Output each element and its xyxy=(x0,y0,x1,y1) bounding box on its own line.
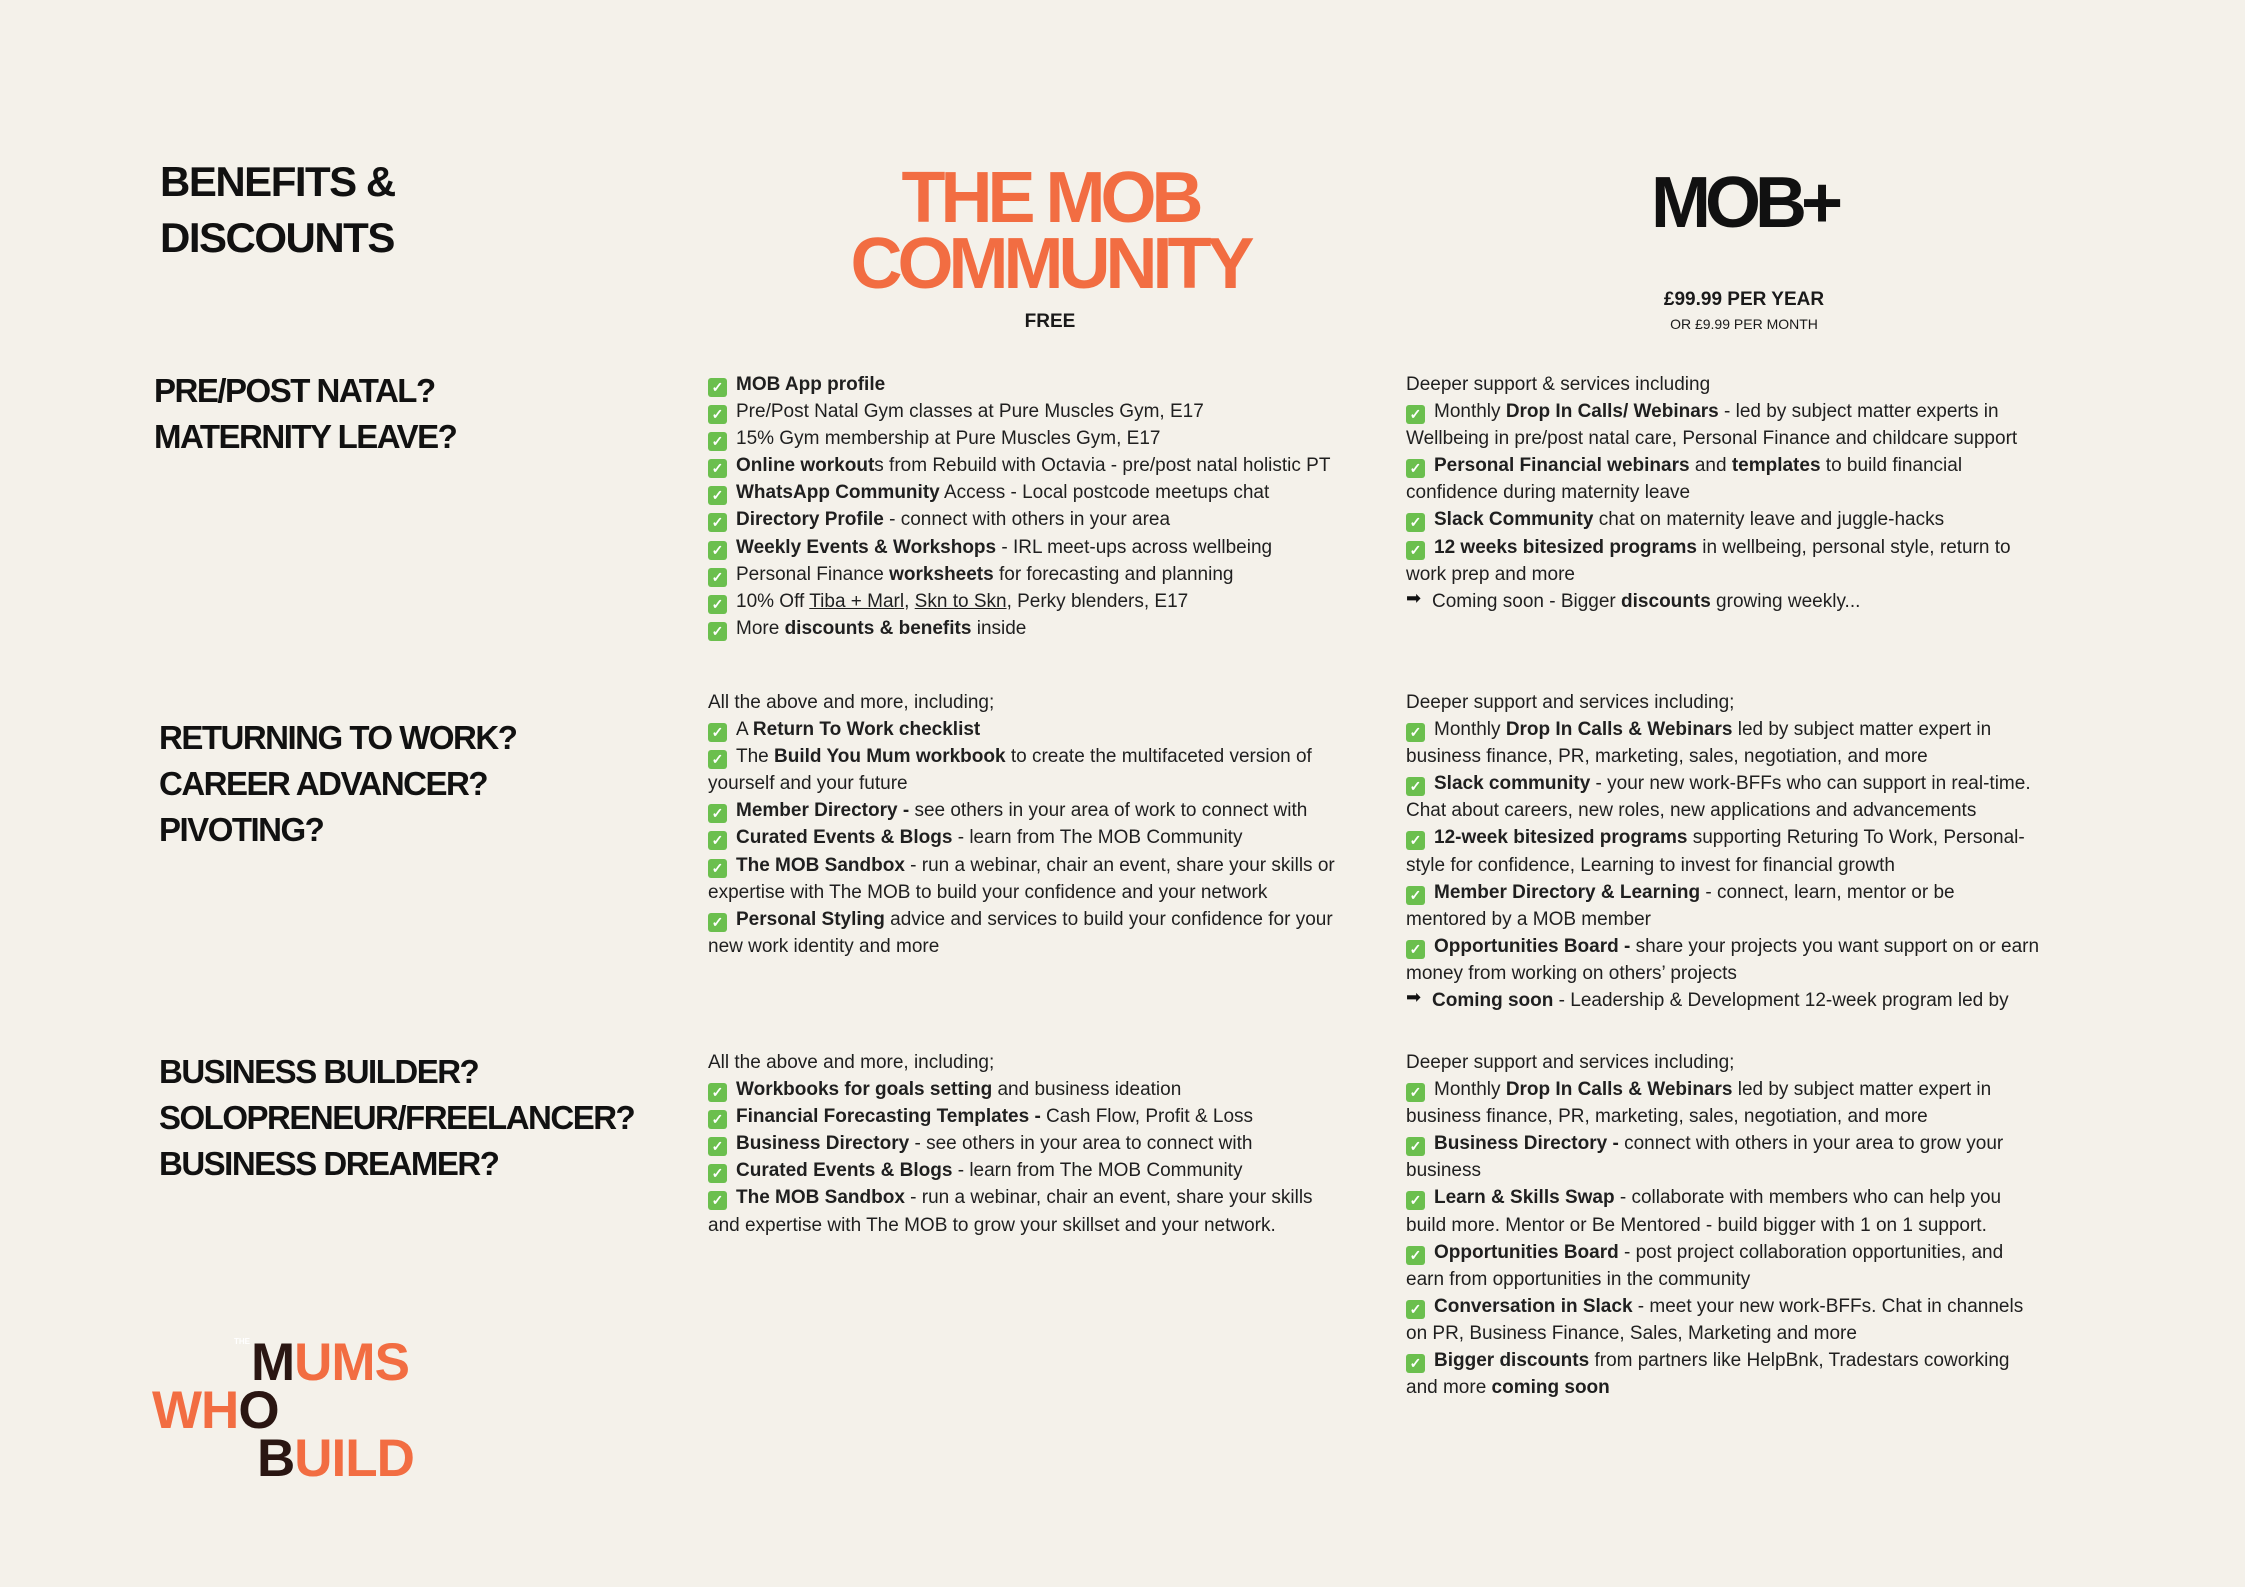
check-icon: ✓ xyxy=(708,804,727,823)
list-item-text: Cash Flow, Profit & Loss xyxy=(1040,1106,1254,1128)
list-item xyxy=(1406,1239,2096,1266)
list-item xyxy=(1406,1049,2096,1076)
partner-link[interactable]: Skn to Skn xyxy=(914,590,1007,612)
list-item-text: Directory Profile xyxy=(736,509,884,531)
check-icon: ✓ xyxy=(708,432,727,451)
list-item xyxy=(708,398,1388,425)
list-item xyxy=(708,824,1388,851)
list-item-text: build more. Mentor or Be Mentored - build bigger with 1 on 1 support. xyxy=(1406,1214,1987,1236)
check-icon: ✓ xyxy=(708,378,727,397)
page-title xyxy=(160,154,395,266)
list-item xyxy=(708,615,1388,642)
check-icon: ✓ xyxy=(708,859,727,878)
check-icon: ✓ xyxy=(1406,886,1425,905)
list-item xyxy=(1406,743,2096,770)
list-item-text: Bigger discounts xyxy=(1434,1350,1590,1372)
list-item xyxy=(708,371,1388,398)
list-item-text: growing weekly... xyxy=(1710,590,1861,612)
list-item xyxy=(1406,1076,2096,1103)
list-item xyxy=(708,1184,1388,1211)
page-title-line: DISCOUNTS xyxy=(160,214,394,261)
check-icon: ✓ xyxy=(708,486,727,505)
list-item-text: worksheets xyxy=(889,563,994,585)
logo-rest: UMS xyxy=(294,1333,409,1392)
list-item-text: supporting Returing To Work, Personal- xyxy=(1687,827,2025,849)
list-item xyxy=(708,879,1388,906)
list-item xyxy=(1406,1266,2096,1293)
section-title-line: SOLOPRENEUR/FREELANCER? xyxy=(159,1099,635,1136)
soon-arrow-icon: ➡ xyxy=(1406,987,1422,1008)
list-item-text: to create the multifaceted version of xyxy=(1005,746,1312,768)
list-item xyxy=(1406,716,2096,743)
list-item-text: - post project collaboration opportunities, and xyxy=(1618,1241,2004,1263)
list-item-text: - connect, learn, mentor or be xyxy=(1700,881,1955,903)
list-item-text: - your new work-BFFs who can support in real-time. xyxy=(1590,773,2031,795)
list-item xyxy=(708,1103,1388,1130)
list-item xyxy=(708,852,1388,879)
list-item-text: - led by subject matter experts in xyxy=(1718,401,1999,423)
list-item-text: The xyxy=(736,746,775,768)
check-icon: ✓ xyxy=(1406,940,1425,959)
list-item xyxy=(1406,452,2086,479)
list-item-text: Opportunities Board xyxy=(1434,1241,1619,1263)
logo-initial: B xyxy=(257,1429,295,1488)
list-item xyxy=(708,1049,1388,1076)
list-item-text: - collaborate with members who can help you xyxy=(1614,1187,2002,1209)
list-item-text: led by subject matter expert in xyxy=(1732,719,1992,741)
list-item-text: and business ideation xyxy=(992,1079,1182,1101)
list-item-text: Conversation in Slack xyxy=(1434,1295,1633,1317)
list-item xyxy=(1406,824,2096,851)
list-item-text: led by subject matter expert in xyxy=(1732,1079,1992,1101)
list-item-text: and expertise with The MOB to grow your skillset and your network. xyxy=(708,1214,1276,1236)
list-item xyxy=(708,1130,1388,1157)
list-item-text: s from Rebuild with Octavia - pre/post natal holistic PT xyxy=(874,455,1331,477)
list-item-text: The MOB Sandbox xyxy=(736,1187,905,1209)
list-item-text: - Leadership & Development 12-week program led by xyxy=(1553,990,2009,1012)
list-item xyxy=(1406,1184,2096,1211)
list-item xyxy=(1406,879,2096,906)
list-item-text: templates xyxy=(1731,455,1821,477)
plus-benefits-list xyxy=(1406,371,2086,615)
section-title-pre-post-natal xyxy=(154,368,456,460)
list-item-text: Personal Styling xyxy=(736,908,885,930)
list-item xyxy=(708,689,1388,716)
list-item-text: Drop In Calls & Webinars xyxy=(1505,719,1733,741)
list-item-text: MOB App profile xyxy=(736,374,886,395)
list-item-text: - learn from The MOB Community xyxy=(952,827,1243,849)
list-item xyxy=(708,425,1388,452)
list-item-text: Curated Events & Blogs xyxy=(736,827,953,849)
list-item-text: - see others in your area to connect with xyxy=(909,1133,1253,1155)
list-item-text: Coming soon xyxy=(1432,990,1554,1012)
list-item-text: connect with others in your area to grow your xyxy=(1618,1133,2004,1155)
list-item-text: money from working on others’ projects xyxy=(1406,962,1737,984)
list-item-text: 12-week bitesized programs xyxy=(1434,827,1688,849)
free-benefits-list xyxy=(708,371,1388,642)
list-item-text: , xyxy=(904,590,915,612)
check-icon: ✓ xyxy=(1406,1300,1425,1319)
list-item-text: earn from opportunities in the community xyxy=(1406,1268,1751,1290)
list-item-text: Weekly Events & Workshops xyxy=(736,536,997,558)
list-item-text: on PR, Business Finance, Sales, Marketing and more xyxy=(1406,1322,1857,1344)
mob-community-title xyxy=(810,158,1290,304)
check-icon: ✓ xyxy=(1406,831,1425,850)
list-item xyxy=(1406,960,2096,987)
soon-arrow-icon: ➡ xyxy=(1406,587,1422,608)
list-item xyxy=(708,534,1388,561)
check-icon: ✓ xyxy=(1406,1354,1425,1373)
list-item-text: Deeper support and services including; xyxy=(1406,1052,1735,1073)
list-item-text: Personal Finance xyxy=(736,563,890,585)
list-item xyxy=(1406,906,2096,933)
logo-lead: WH xyxy=(152,1381,239,1440)
list-item xyxy=(1406,1347,2096,1374)
list-item xyxy=(1406,1103,2096,1130)
mob-plus-price: £99.99 PER YEAR xyxy=(1663,289,1825,310)
check-icon: ✓ xyxy=(708,1191,727,1210)
list-item-text: The MOB Sandbox xyxy=(736,854,905,876)
list-item-text: share your projects you want support on or earn xyxy=(1630,935,2040,957)
list-item xyxy=(708,716,1388,743)
list-item xyxy=(708,479,1388,506)
list-item xyxy=(708,1076,1388,1103)
check-icon: ✓ xyxy=(1406,1246,1425,1265)
check-icon: ✓ xyxy=(708,831,727,850)
list-item-text: Pre/Post Natal Gym classes at Pure Muscles Gym, E17 xyxy=(736,401,1204,423)
logo-initial: M xyxy=(251,1333,295,1392)
list-item-text: - connect with others in your area xyxy=(883,509,1171,531)
list-item-text: More xyxy=(736,617,785,639)
list-item-text: yourself and your future xyxy=(708,773,908,795)
mob-plus-monthly-price: OR £9.99 PER MONTH xyxy=(1670,316,1818,332)
list-item-text: Drop In Calls/ Webinars xyxy=(1505,401,1719,423)
list-item xyxy=(708,452,1388,479)
list-item xyxy=(1406,933,2096,960)
list-item xyxy=(1406,1293,2096,1320)
list-item-text: in wellbeing, personal style, return to xyxy=(1696,536,2011,558)
logo-line-build xyxy=(257,1429,414,1488)
check-icon: ✓ xyxy=(1406,777,1425,796)
check-icon: ✓ xyxy=(708,622,727,641)
list-item xyxy=(1406,1130,2096,1157)
list-item-text: and xyxy=(1689,455,1732,477)
list-item-text: Online workout xyxy=(736,455,875,477)
check-icon: ✓ xyxy=(708,723,727,742)
section-title-line: PRE/POST NATAL? xyxy=(154,372,435,409)
logo-the: THE xyxy=(234,1337,250,1346)
check-icon: ✓ xyxy=(1406,513,1425,532)
list-item xyxy=(1406,797,2096,824)
mums-who-build-logo xyxy=(150,1333,450,1488)
check-icon: ✓ xyxy=(708,541,727,560)
logo-initial: O xyxy=(238,1381,279,1440)
list-item-text: Deeper support & services including xyxy=(1406,374,1711,395)
list-item-text: inside xyxy=(971,617,1027,639)
list-item-text: new work identity and more xyxy=(708,935,940,957)
list-item xyxy=(708,743,1388,770)
mob-community-title-line: COMMUNITY xyxy=(850,224,1250,304)
partner-link[interactable]: Tiba + Marl xyxy=(809,590,905,612)
check-icon: ✓ xyxy=(708,1164,727,1183)
list-item-text: Learn & Skills Swap xyxy=(1434,1187,1615,1209)
list-item-text: mentored by a MOB member xyxy=(1406,908,1651,930)
list-item xyxy=(1406,425,2086,452)
list-item-text: see others in your area of work to connect with xyxy=(909,800,1308,822)
list-item-text: - run a webinar, chair an event, share your skills or xyxy=(904,854,1335,876)
list-item-text: Monthly xyxy=(1434,1079,1506,1101)
list-item-text: business finance, PR, marketing, sales, negotiation, and more xyxy=(1406,746,1928,768)
list-item-text: , Perky blenders, E17 xyxy=(1006,590,1189,612)
list-item xyxy=(708,797,1388,824)
list-item-text: - run a webinar, chair an event, share your skills xyxy=(904,1187,1313,1209)
list-item xyxy=(708,1212,1388,1239)
list-item xyxy=(708,906,1388,933)
list-item-text: Build You Mum workbook xyxy=(774,746,1006,768)
section-title-line: BUSINESS BUILDER? xyxy=(159,1053,479,1090)
list-item-text: style for confidence, Learning to invest for financial growth xyxy=(1406,854,1895,876)
check-icon: ✓ xyxy=(1406,1083,1425,1102)
check-icon: ✓ xyxy=(708,750,727,769)
list-item xyxy=(1406,1212,2096,1239)
list-item xyxy=(1406,506,2086,533)
list-item-text: 12 weeks bitesized programs xyxy=(1434,536,1697,558)
list-item-text: 10% Off xyxy=(736,590,810,612)
list-item xyxy=(1406,770,2096,797)
list-item-text: Access - Local postcode meetups chat xyxy=(939,482,1270,504)
check-icon: ✓ xyxy=(1406,1191,1425,1210)
check-icon: ✓ xyxy=(708,459,727,478)
list-item xyxy=(1406,689,2096,716)
list-item-text: WhatsApp Community xyxy=(736,482,940,504)
list-item-text: Chat about careers, new roles, new applications and advancements xyxy=(1406,800,1977,822)
check-icon: ✓ xyxy=(708,1137,727,1156)
list-item-text: Slack Community xyxy=(1434,509,1594,531)
logo-rest: UILD xyxy=(294,1429,414,1488)
list-item-text: - learn from The MOB Community xyxy=(952,1160,1243,1182)
list-item xyxy=(1406,1374,2096,1401)
list-item-text: - meet your new work-BFFs. Chat in channels xyxy=(1632,1295,2024,1317)
list-item-text: Wellbeing in pre/post natal care, Personal Finance and childcare support xyxy=(1406,428,2018,450)
mob-plus-title: MOB+ xyxy=(1650,163,1838,243)
list-item xyxy=(708,506,1388,533)
list-item xyxy=(1406,479,2086,506)
list-item-text: Workbooks for goals setting xyxy=(736,1079,993,1101)
section-title-line: PIVOTING? xyxy=(159,811,324,848)
list-item xyxy=(1406,398,2086,425)
list-item-text: All the above and more, including; xyxy=(708,692,995,713)
check-icon: ✓ xyxy=(1406,459,1425,478)
list-item-text: to build financial xyxy=(1820,455,1963,477)
list-item xyxy=(1406,561,2086,588)
list-item-text: Monthly xyxy=(1434,719,1506,741)
check-icon: ✓ xyxy=(708,913,727,932)
list-item-text: Business Directory xyxy=(736,1133,910,1155)
list-item-text: work prep and more xyxy=(1406,563,1575,585)
list-item-text: business finance, PR, marketing, sales, negotiation, and more xyxy=(1406,1106,1928,1128)
mob-community-title-line: THE MOB xyxy=(901,158,1199,238)
section-title-line: RETURNING TO WORK? xyxy=(159,719,517,756)
list-item-text: Business Directory - xyxy=(1434,1133,1619,1155)
list-item-text: Member Directory & Learning xyxy=(1434,881,1701,903)
check-icon: ✓ xyxy=(708,1110,727,1129)
plus-benefits-list xyxy=(1406,1049,2096,1401)
free-benefits-list xyxy=(708,1049,1388,1239)
list-item xyxy=(708,588,1388,615)
check-icon: ✓ xyxy=(708,568,727,587)
list-item-text: - IRL meet-ups across wellbeing xyxy=(996,536,1273,558)
list-item-text: business xyxy=(1406,1160,1481,1182)
list-item-text: Personal Financial webinars xyxy=(1434,455,1690,477)
list-item-text: advice and services to build your confidence for your xyxy=(884,908,1333,930)
check-icon: ✓ xyxy=(1406,405,1425,424)
list-item xyxy=(1406,371,2086,398)
list-item xyxy=(1406,987,2096,1014)
list-item-text: chat on maternity leave and juggle-hacks xyxy=(1593,509,1945,531)
list-item-text: Drop In Calls & Webinars xyxy=(1505,1079,1733,1101)
list-item-text: discounts & benefits xyxy=(784,617,972,639)
list-item xyxy=(708,1157,1388,1184)
list-item-text: All the above and more, including; xyxy=(708,1052,995,1073)
list-item xyxy=(1406,588,2086,615)
list-item-text: and more xyxy=(1406,1377,1492,1399)
list-item xyxy=(708,561,1388,588)
check-icon: ✓ xyxy=(708,1083,727,1102)
list-item xyxy=(1406,1157,2096,1184)
list-item xyxy=(708,770,1388,797)
section-title-business-builder xyxy=(159,1049,634,1187)
list-item-text: Member Directory - xyxy=(736,800,910,822)
list-item xyxy=(1406,1320,2096,1347)
list-item xyxy=(1406,852,2096,879)
check-icon: ✓ xyxy=(708,595,727,614)
plus-benefits-list xyxy=(1406,689,2096,1014)
section-title-line: CAREER ADVANCER? xyxy=(159,765,488,802)
list-item-text: coming soon xyxy=(1491,1377,1610,1399)
list-item-text: Opportunities Board - xyxy=(1434,935,1631,957)
list-item-text: Return To Work checklist xyxy=(752,719,981,741)
list-item-text: Curated Events & Blogs xyxy=(736,1160,953,1182)
check-icon: ✓ xyxy=(708,513,727,532)
list-item-text: for forecasting and planning xyxy=(993,563,1234,585)
list-item xyxy=(708,933,1388,960)
section-title-line: MATERNITY LEAVE? xyxy=(154,418,457,455)
check-icon: ✓ xyxy=(1406,541,1425,560)
list-item-text: expertise with The MOB to build your confidence and your network xyxy=(708,881,1268,903)
list-item-text: from partners like HelpBnk, Tradestars coworking xyxy=(1589,1350,2010,1372)
list-item-text: A xyxy=(736,719,753,741)
mob-community-price: FREE xyxy=(1024,311,1076,332)
page-title-line: BENEFITS & xyxy=(160,158,395,205)
section-title-line: BUSINESS DREAMER? xyxy=(159,1145,499,1182)
section-title-returning-to-work xyxy=(159,715,516,853)
list-item-text: Coming soon - Bigger xyxy=(1432,590,1622,612)
list-item xyxy=(1406,534,2086,561)
check-icon: ✓ xyxy=(1406,723,1425,742)
check-icon: ✓ xyxy=(708,405,727,424)
list-item-text: Monthly xyxy=(1434,401,1506,423)
list-item-text: confidence during maternity leave xyxy=(1406,482,1691,504)
list-item-text: Deeper support and services including; xyxy=(1406,692,1735,713)
free-benefits-list xyxy=(708,689,1388,960)
check-icon: ✓ xyxy=(1406,1137,1425,1156)
list-item-text: 15% Gym membership at Pure Muscles Gym, E17 xyxy=(736,428,1161,450)
list-item-text: discounts xyxy=(1621,590,1711,612)
list-item-text: Slack community xyxy=(1434,773,1591,795)
list-item-text: Financial Forecasting Templates - xyxy=(736,1106,1041,1128)
